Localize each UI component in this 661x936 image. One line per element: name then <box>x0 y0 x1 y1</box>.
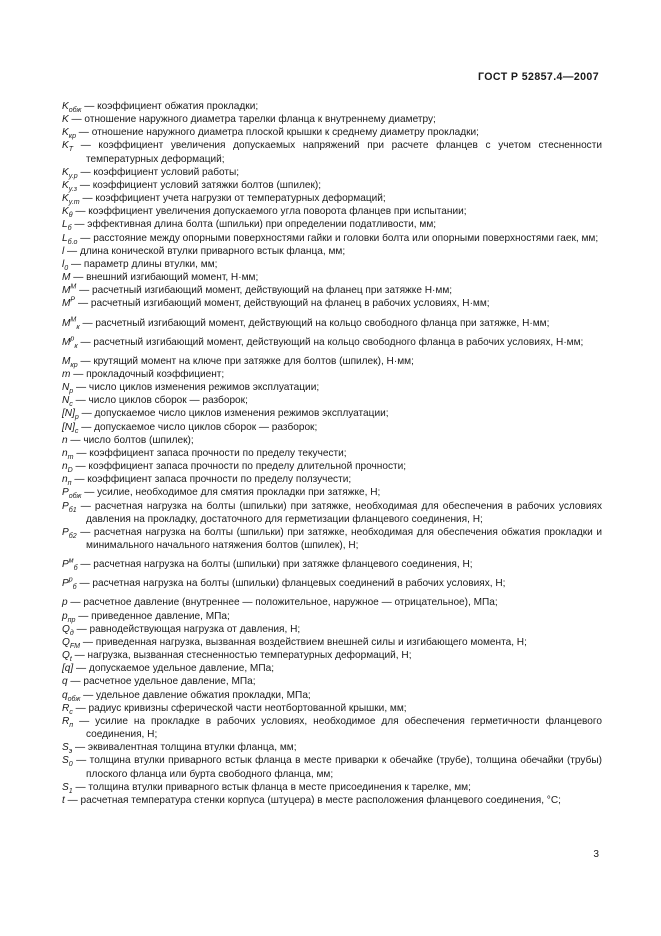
definition-item <box>62 689 602 702</box>
definition-item <box>62 558 602 571</box>
definition-item <box>62 284 602 297</box>
definition-text: — расстояние между опорными поверхностями гайки и головки болта или опорными поверхностями гаек, мм; <box>77 232 599 244</box>
symbol-base: N <box>62 382 70 394</box>
definition-text: — приведенная нагрузка, вызванная воздействием внешней силы и изгибающего момента, Н; <box>80 636 527 648</box>
symbol-subscript: б <box>73 565 78 573</box>
definition-text: — число циклов сборок — разборок; <box>72 395 248 407</box>
symbol-base: R <box>62 702 70 714</box>
symbol-subscript: к <box>76 323 80 331</box>
definition-symbol <box>62 624 74 635</box>
definition-item <box>62 675 602 688</box>
definition-symbol <box>62 395 73 409</box>
definition-symbol <box>62 576 77 592</box>
symbol-subscript: c <box>69 401 73 409</box>
page-number: 3 <box>593 849 599 860</box>
definition-text: — отношение наружного диаметра тарелки фланца к внутреннему диаметру; <box>68 114 436 126</box>
symbol-subscript: б <box>72 584 77 592</box>
definition-text: — удельное давление обжатия прокладки, МПа; <box>80 689 311 701</box>
symbol-base: n <box>62 447 68 459</box>
definition-item <box>62 113 602 126</box>
symbol-subscript: э <box>68 748 73 756</box>
symbol-base: N <box>62 395 70 407</box>
symbol-subscript: 0 <box>64 264 69 272</box>
definition-item <box>62 460 602 473</box>
symbol-subscript: FM <box>69 642 81 650</box>
symbol-subscript: p <box>74 414 79 422</box>
definition-item <box>62 166 602 179</box>
definition-symbol <box>62 140 74 154</box>
definition-symbol <box>62 755 73 769</box>
symbol-subscript: б.о <box>67 238 78 246</box>
definition-text: — усилие, необходимое для смятия прокладки при затяжке, Н; <box>81 487 381 499</box>
definition-text: — коэффициент запаса прочности по пределу длительной прочности; <box>72 461 407 473</box>
symbol-subscript: д <box>69 629 74 637</box>
definition-text: — внешний изгибающий момент, Н·мм; <box>70 272 259 284</box>
symbol-base: Q <box>62 650 70 662</box>
symbol-subscript: c <box>74 427 79 435</box>
definition-text: — коэффициент запаса прочности по пределу ползучести; <box>71 474 352 486</box>
definition-item <box>62 192 602 205</box>
definition-item <box>62 218 602 231</box>
symbol-base: K <box>62 206 69 218</box>
symbol-base: S <box>62 755 69 767</box>
definition-item <box>62 610 602 623</box>
symbol-base: P <box>62 526 69 538</box>
definition-symbol <box>62 637 80 648</box>
symbol-base: R <box>62 715 70 727</box>
symbol-base: M <box>62 355 71 367</box>
definition-symbol <box>62 114 69 125</box>
definition-text: — отношение наружного диаметра плоской крышки к среднему диаметру прокладки; <box>76 127 479 139</box>
definition-text: — эффективная длина болта (шпильки) при определении податливости, мм; <box>71 219 437 231</box>
symbol-subscript: к <box>74 342 78 350</box>
symbol-base: K <box>62 179 69 191</box>
definition-item <box>62 794 602 807</box>
symbol-subscript: б <box>67 225 72 233</box>
symbol-base: P <box>62 559 69 571</box>
symbol-base: l <box>62 245 65 257</box>
symbol-superscript: M <box>70 316 77 324</box>
definition-item <box>62 317 602 330</box>
symbol-subscript: обж <box>67 695 81 703</box>
definition-text: — длина конической втулки приварного встык фланца, мм; <box>64 245 346 257</box>
symbol-subscript: б1 <box>68 506 77 514</box>
symbol-subscript: у.р <box>68 172 78 180</box>
definition-text: — допускаемое удельное давление, МПа; <box>73 663 275 675</box>
symbol-base: M <box>62 336 71 348</box>
definition-symbol <box>62 448 74 459</box>
definition-text: — число болтов (шпилек); <box>67 434 194 446</box>
symbol-superscript: M <box>70 283 77 291</box>
definition-text: — равнодействующая нагрузка от давления, Н; <box>73 623 301 635</box>
definition-text: — усилие на прокладке в рабочих условиях, необходимое для обеспечения герметичности фланцевого соединения, Н; <box>73 715 602 741</box>
definition-symbol <box>62 101 82 115</box>
definition-text: — расчетная нагрузка на болты (шпильки) фланцевых соединений в рабочих условиях, Н; <box>76 578 506 590</box>
symbol-base: M <box>62 285 71 297</box>
definition-item <box>62 139 602 165</box>
symbol-subscript: обж <box>68 493 82 501</box>
definition-item <box>62 394 602 407</box>
symbol-base: L <box>62 219 68 231</box>
definition-text: — расчетная нагрузка на болты (шпильки) при затяжке фланцевого соединения, Н; <box>77 559 473 571</box>
definition-item <box>62 702 602 715</box>
definition-text: — приведенное давление, МПа; <box>75 610 230 622</box>
definition-text: — коэффициент учета нагрузки от температурных деформаций; <box>79 193 386 205</box>
symbol-subscript: обж <box>68 107 82 115</box>
definition-symbol <box>62 285 76 296</box>
symbol-base: q <box>62 676 68 688</box>
symbol-subscript: t <box>69 656 72 664</box>
symbol-base: K <box>62 127 69 139</box>
symbol-base: n <box>62 474 68 486</box>
definition-item <box>62 205 602 218</box>
definition-symbol <box>62 690 80 701</box>
symbol-base: S <box>62 742 69 754</box>
definition-item <box>62 577 602 590</box>
definition-text: — коэффициент увеличения допускаемых напряжений при расчете фланцев с учетом стесненности температурных деформаций; <box>73 140 602 165</box>
symbol-subscript: p <box>69 388 74 396</box>
symbol-base: p <box>62 610 68 622</box>
symbol-base: K <box>62 193 69 205</box>
definition-item <box>62 232 602 245</box>
definition-item <box>62 636 602 649</box>
symbol-base: K <box>62 140 69 152</box>
symbol-base: Q <box>62 623 70 635</box>
symbol-subscript: T <box>68 146 74 154</box>
definition-symbol <box>62 527 77 538</box>
definition-text: — прокладочный коэффициент; <box>70 368 225 380</box>
definitions-list <box>62 100 602 807</box>
definition-item <box>62 258 602 271</box>
definition-text: — расчетное удельное давление, МПа; <box>67 676 256 688</box>
definition-symbol <box>62 650 72 664</box>
definition-symbol <box>62 487 82 501</box>
definition-item <box>62 649 602 662</box>
symbol-subscript: п <box>69 721 74 729</box>
symbol-superscript: р <box>68 576 73 584</box>
document-header: ГОСТ Р 52857.4—2007 <box>478 71 599 83</box>
symbol-base: L <box>62 232 68 244</box>
symbol-subscript: кр <box>70 361 78 369</box>
definition-text: — расчетное давление (внутреннее — положительное, наружное — отрицательное), МПа; <box>67 597 498 609</box>
symbol-base: K <box>62 114 69 126</box>
definition-symbol <box>62 356 78 367</box>
symbol-base: S <box>62 781 69 793</box>
symbol-base: P <box>62 500 69 512</box>
definition-symbol <box>62 408 79 422</box>
symbol-subscript: п <box>67 480 72 488</box>
definition-text: — расчетный изгибающий момент, действующий на кольцо свободного фланца при затяжке, Н·мм; <box>79 317 550 329</box>
symbol-subscript: c <box>69 708 73 716</box>
symbol-base: K <box>62 166 69 178</box>
symbol-base: p <box>62 597 68 609</box>
definition-text: — допускаемое число циклов изменения режимов эксплуатации; <box>78 408 389 420</box>
symbol-base: Q <box>62 636 70 648</box>
definition-item <box>62 355 602 368</box>
definition-text: — крутящий момент на ключе при затяжке для болтов (шпилек), Н·мм; <box>77 355 414 367</box>
definition-item <box>62 100 602 113</box>
definition-text: — расчетная нагрузка на болты (шпильки) при затяжке, необходимая для обеспечения обжатия прокладки и минимального начального натяжения болтов (шпилек), Н; <box>76 526 602 551</box>
definition-symbol <box>62 461 73 475</box>
symbol-base: l <box>62 258 65 270</box>
definition-text: — расчетный изгибающий момент, действующий на кольцо свободного фланца в рабочих условиях, Н·мм; <box>77 336 584 348</box>
symbol-subscript: 1 <box>68 787 73 795</box>
definition-text: — нагрузка, вызванная стесненностью температурных деформаций, Н; <box>71 650 412 662</box>
symbol-base: t <box>62 794 65 806</box>
definition-symbol <box>62 180 77 191</box>
symbol-base: [q] <box>62 663 74 675</box>
definition-item <box>62 473 602 486</box>
definition-item <box>62 434 602 447</box>
definition-symbol <box>62 742 73 756</box>
definition-item <box>62 715 602 741</box>
definition-text: — коэффициент условий затяжки болтов (шпилек); <box>77 179 322 191</box>
definition-item <box>62 368 602 381</box>
definition-text: — радиус кривизны сферической части неотбортованной крышки, мм; <box>72 702 407 714</box>
definition-text: — параметр длины втулки, мм; <box>68 258 218 270</box>
symbol-superscript: p <box>70 335 75 343</box>
definition-item <box>62 407 602 420</box>
definition-item <box>62 179 602 192</box>
definition-text: — толщина втулки приварного встык фланца в месте присоединения к тарелке, мм; <box>72 781 471 793</box>
symbol-base: P <box>62 578 69 590</box>
definition-symbol <box>62 127 76 141</box>
definition-text: — коэффициент запаса прочности по пределу текучести; <box>73 447 347 459</box>
definition-item <box>62 271 602 284</box>
definition-text: — эквивалентная толщина втулки фланца, мм; <box>72 742 297 754</box>
definition-item <box>62 421 602 434</box>
definition-symbol <box>62 193 80 207</box>
definition-text: — коэффициент обжатия прокладки; <box>81 101 259 112</box>
symbol-base: [N] <box>62 421 75 433</box>
symbol-subscript: θ <box>68 212 73 220</box>
symbol-subscript: т <box>67 453 74 461</box>
definition-text: — коэффициент увеличения допускаемого угла поворота фланцев при испытании; <box>72 206 467 218</box>
symbol-base: n <box>62 434 68 446</box>
definition-item <box>62 245 602 258</box>
symbol-base: n <box>62 461 68 473</box>
definition-symbol <box>62 422 78 433</box>
definition-item <box>62 754 602 780</box>
symbol-base: M <box>62 272 71 284</box>
definition-symbol <box>62 474 72 488</box>
symbol-subscript: кр <box>68 133 76 141</box>
definition-item <box>62 447 602 460</box>
definition-text: — число циклов изменения режимов эксплуатации; <box>73 382 320 394</box>
definition-item <box>62 297 602 310</box>
definition-item <box>62 741 602 754</box>
definition-item <box>62 526 602 552</box>
symbol-subscript: D <box>67 467 73 475</box>
definition-symbol <box>62 382 74 396</box>
definition-symbol <box>62 206 73 220</box>
definition-symbol <box>62 716 73 727</box>
symbol-subscript: пр <box>67 616 76 624</box>
definition-item <box>62 336 602 349</box>
symbol-base: P <box>62 487 69 499</box>
definition-item <box>62 623 602 636</box>
definition-text: — толщина втулки приварного встык фланца в месте приварки к обечайке (трубе), толщина обечайки (трубы) плоского фланца или бурта свободного фланца, мм; <box>72 755 602 780</box>
symbol-base: K <box>62 101 69 112</box>
definition-symbol <box>62 318 80 329</box>
definition-item <box>62 486 602 499</box>
definition-symbol <box>62 501 77 512</box>
definition-text: — коэффициент условий работы; <box>77 166 240 178</box>
definition-symbol <box>62 233 78 244</box>
symbol-base: M <box>62 298 71 310</box>
definition-text: — допускаемое число циклов сборок — разборок; <box>78 421 318 433</box>
definition-text: — расчетный изгибающий момент, действующий на фланец в рабочих условиях, Н·мм; <box>75 298 490 310</box>
definition-symbol <box>62 167 78 178</box>
definition-item <box>62 381 602 394</box>
definition-symbol <box>62 557 78 573</box>
definition-symbol <box>62 703 73 714</box>
definition-symbol <box>62 219 72 233</box>
definition-symbol <box>62 611 75 622</box>
symbol-base: M <box>62 317 71 329</box>
definition-symbol <box>62 782 73 793</box>
symbol-subscript: б2 <box>68 532 77 540</box>
symbol-base: m <box>62 368 71 380</box>
symbol-superscript: P <box>70 296 76 304</box>
symbol-subscript: 0 <box>68 761 73 769</box>
definition-text: — расчетный изгибающий момент, действующий на фланец при затяжке Н·мм; <box>76 285 453 297</box>
symbol-superscript: м <box>68 557 74 565</box>
definition-item <box>62 500 602 526</box>
definition-item <box>62 126 602 139</box>
symbol-subscript: у.з <box>68 185 78 193</box>
definition-item <box>62 662 602 675</box>
definition-symbol <box>62 298 75 309</box>
definition-text: — расчетная температура стенки корпуса (штуцера) в месте расположения фланцевого соединения, °С; <box>64 794 561 806</box>
definition-symbol <box>62 337 78 348</box>
definition-text: — расчетная нагрузка на болты (шпильки) при затяжке, необходимая для обеспечения в рабочих условиях давления на прокладку, достаточного для герметизации фланцевого соединения, Н; <box>76 500 602 525</box>
symbol-base: q <box>62 689 68 701</box>
definition-symbol <box>62 663 73 674</box>
definition-item <box>62 596 602 609</box>
symbol-base: [N] <box>62 408 75 420</box>
definition-item <box>62 781 602 794</box>
symbol-subscript: у.т <box>68 199 80 207</box>
